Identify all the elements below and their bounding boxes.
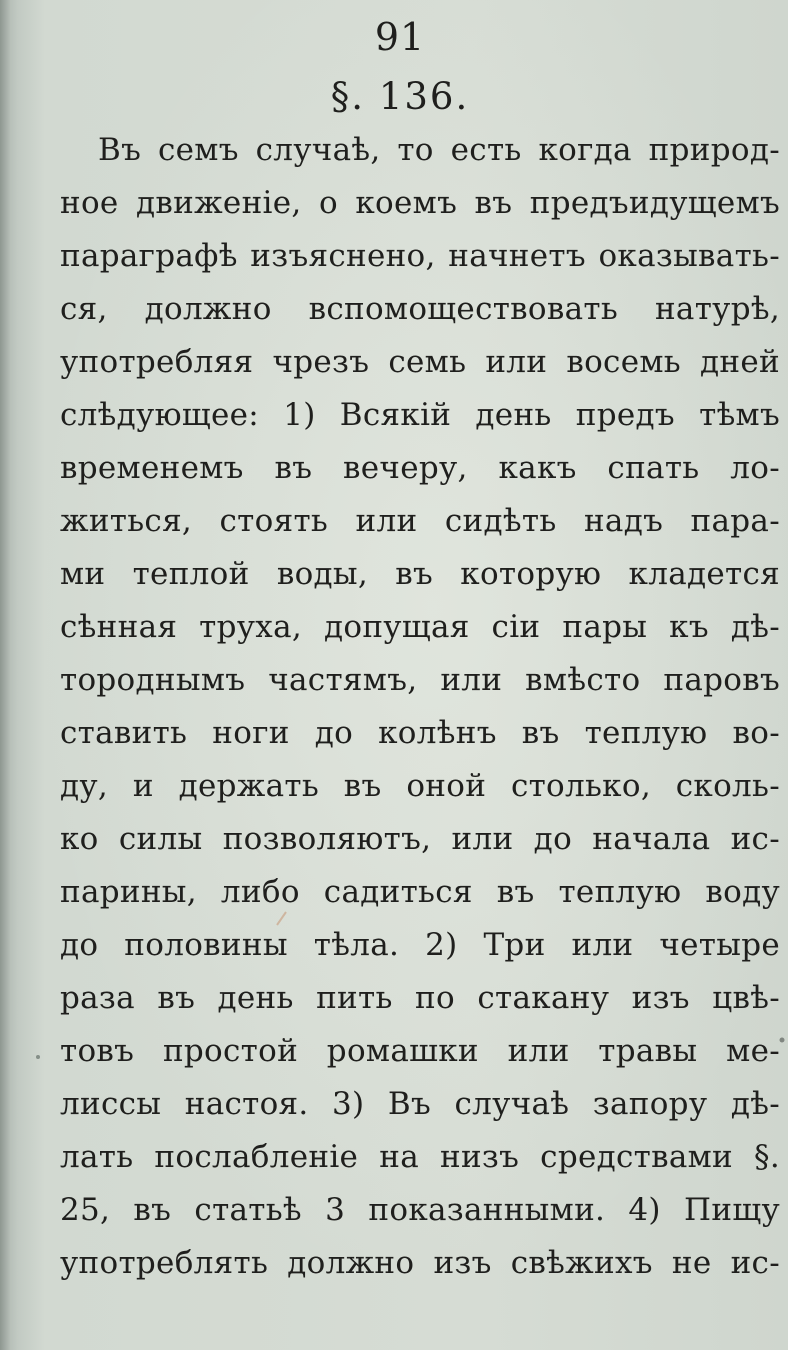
- page-number: 91: [374, 15, 426, 59]
- text-line: ми теплой воды, въ которую кладется: [60, 556, 780, 592]
- section-heading: §. 136.: [330, 75, 470, 118]
- text-line: Въ семъ случаѣ, то есть когда природ-: [98, 132, 780, 168]
- text-line: ное движеніе, о коемъ въ предъидущемъ: [60, 185, 780, 221]
- text-line: сѣнная труха, допущая сіи пары къ дѣ-: [60, 609, 780, 645]
- text-line: до половины тѣла. 2) Три или четыре: [60, 927, 780, 963]
- text-line: лиссы настоя. 3) Въ случаѣ запору дѣ-: [60, 1086, 780, 1122]
- text-line: ко силы позволяютъ, или до начала ис-: [60, 821, 780, 857]
- text-line: тороднымъ частямъ, или вмѣсто паровъ: [60, 662, 780, 698]
- text-line: 25, въ статьѣ 3 показанными. 4) Пищу: [60, 1192, 780, 1228]
- text-line: житься, стоять или сидѣть надъ пара-: [60, 503, 780, 539]
- text-line: ставить ноги до колѣнъ въ теплую во-: [60, 715, 780, 751]
- text-line: ду, и держать въ оной столько, сколь-: [60, 768, 780, 804]
- text-line: парины, либо садиться въ теплую воду: [60, 874, 780, 910]
- text-line: товъ простой ромашки или травы ме-: [60, 1033, 780, 1069]
- text-line: лать послабленіе на низъ средствами §.: [60, 1139, 780, 1175]
- text-line: временемъ въ вечеру, какъ спать ло-: [60, 450, 780, 486]
- text-line: слѣдующее: 1) Всякій день предъ тѣмъ: [60, 397, 780, 433]
- text-line: употребляя чрезъ семь или восемь дней: [60, 344, 780, 380]
- text-line: раза въ день пить по стакану изъ цвѣ-: [60, 980, 780, 1016]
- text-line: ся, должно вспомоществовать натурѣ,: [60, 291, 780, 327]
- page-gutter-shadow: [0, 0, 10, 1350]
- text-line: параграфѣ изъяснено, начнетъ оказывать-: [60, 238, 780, 274]
- paragraph-body: [60, 124, 780, 1290]
- text-line: употреблять должно изъ свѣжихъ не ис-: [60, 1245, 780, 1281]
